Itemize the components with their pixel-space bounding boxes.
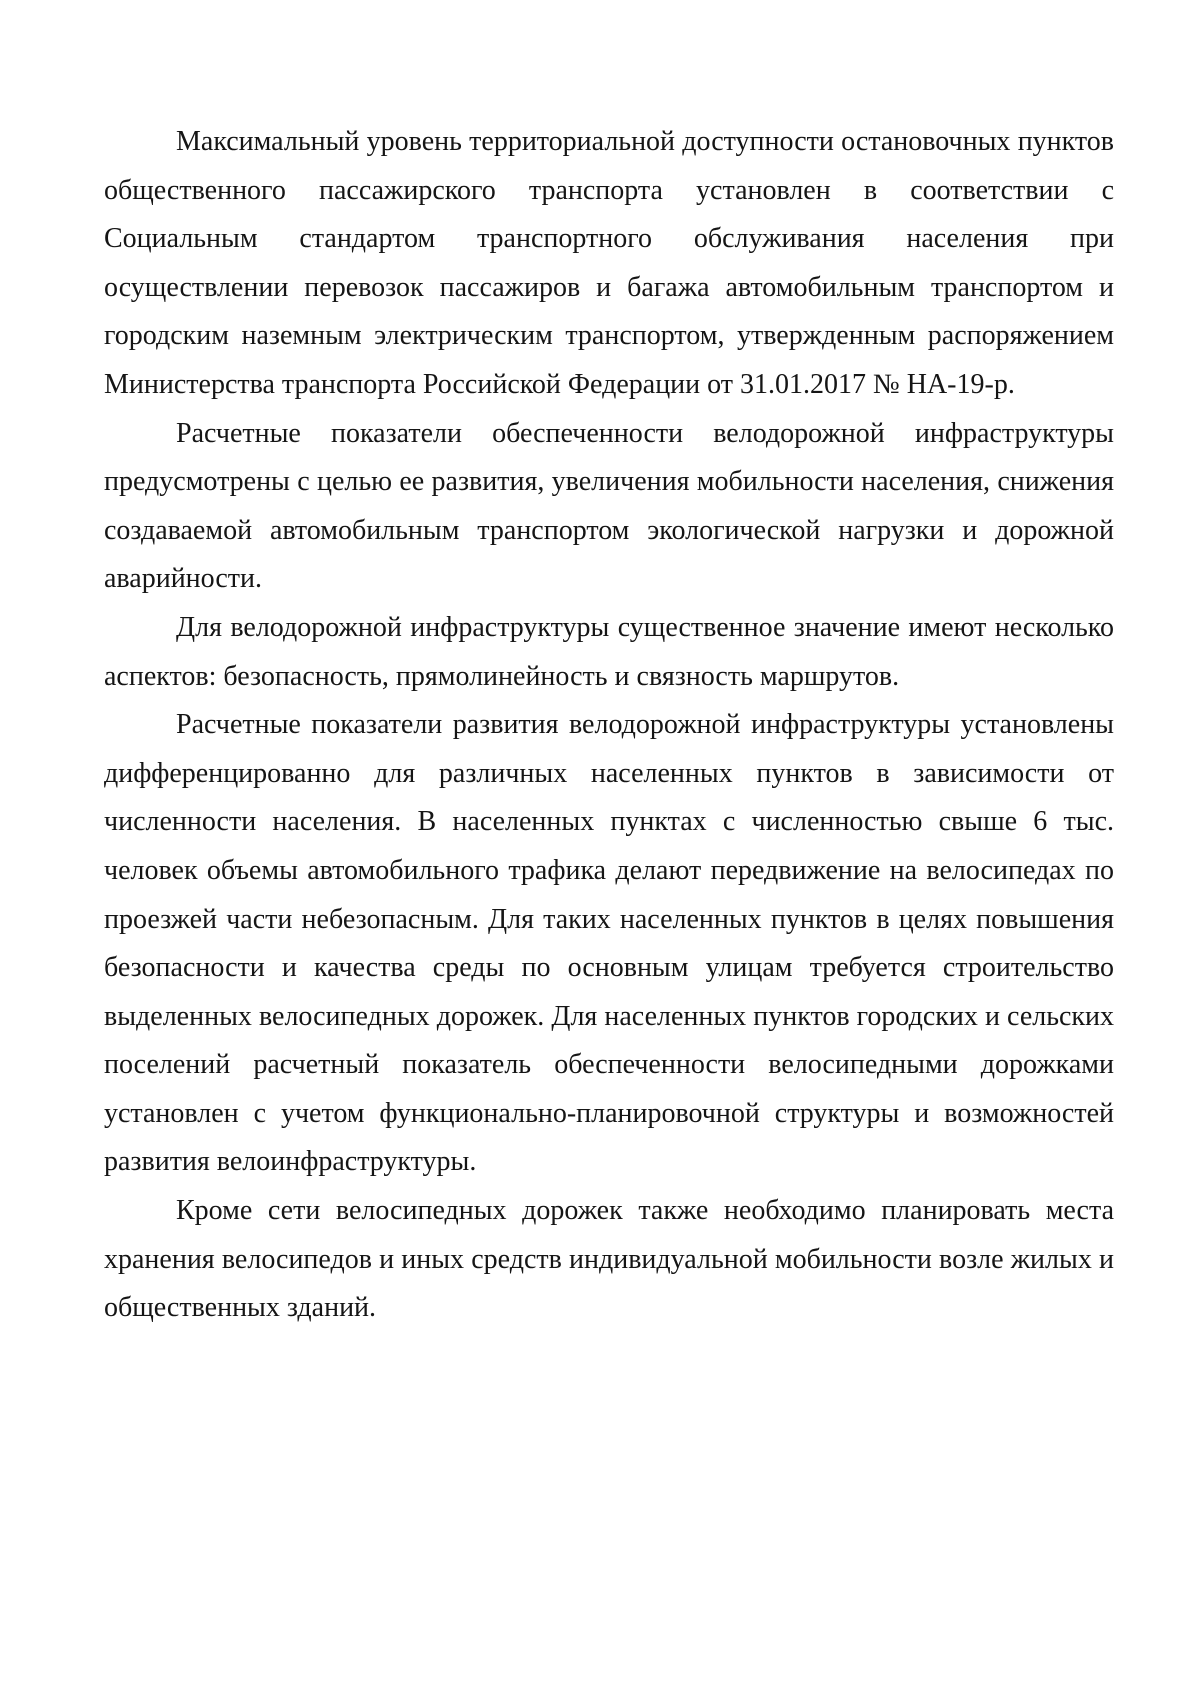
paragraph-bike-infrastructure-goals: Расчетные показатели обеспеченности велодорожной инфраструктуры предусмотрены с целью ее развития, увеличения мобильности населения, снижения создаваемой автомобильным транспортом экологической нагрузки и дорожной аварийности.: [104, 417, 1114, 595]
paragraph-bike-route-aspects: Для велодорожной инфраструктуры существенное значение имеют несколько аспектов: безопасность, прямолинейность и связность маршрутов.: [104, 611, 1114, 692]
document-body: [104, 118, 1114, 1333]
paragraph-differentiated-indicators: Расчетные показатели развития велодорожной инфраструктуры установлены дифференцированно для различных населенных пунктов в зависимости от численности населения. В населенных пунктах с численностью свыше 6 тыс. человек объемы автомобильного трафика делают передвижение на велосипедах по проезжей части небезопасным. Для таких населенных пунктов в целях повышения безопасности и качества среды по основным улицам требуется строительство выделенных велосипедных дорожек. Для населенных пунктов городских и сельских поселений расчетный показатель обеспеченности велосипедными дорожками установлен с учетом функционально-планировочной структуры и возможностей развития велоинфраструктуры.: [104, 709, 1114, 1178]
paragraph-bike-storage: Кроме сети велосипедных дорожек также необходимо планировать места хранения велосипедов и иных средств индивидуальной мобильности возле жилых и общественных зданий.: [104, 1195, 1114, 1324]
paragraph-stop-accessibility: Максимальный уровень территориальной доступности остановочных пунктов общественного пассажирского транспорта установлен в соответствии с Социальным стандартом транспортного обслуживания населения при осуществлении перевозок пассажиров и багажа автомобильным транспортом и городским наземным электрическим транспортом, утвержденным распоряжением Министерства транспорта Российской Федерации от 31.01.2017 № НА-19-р.: [104, 126, 1114, 400]
